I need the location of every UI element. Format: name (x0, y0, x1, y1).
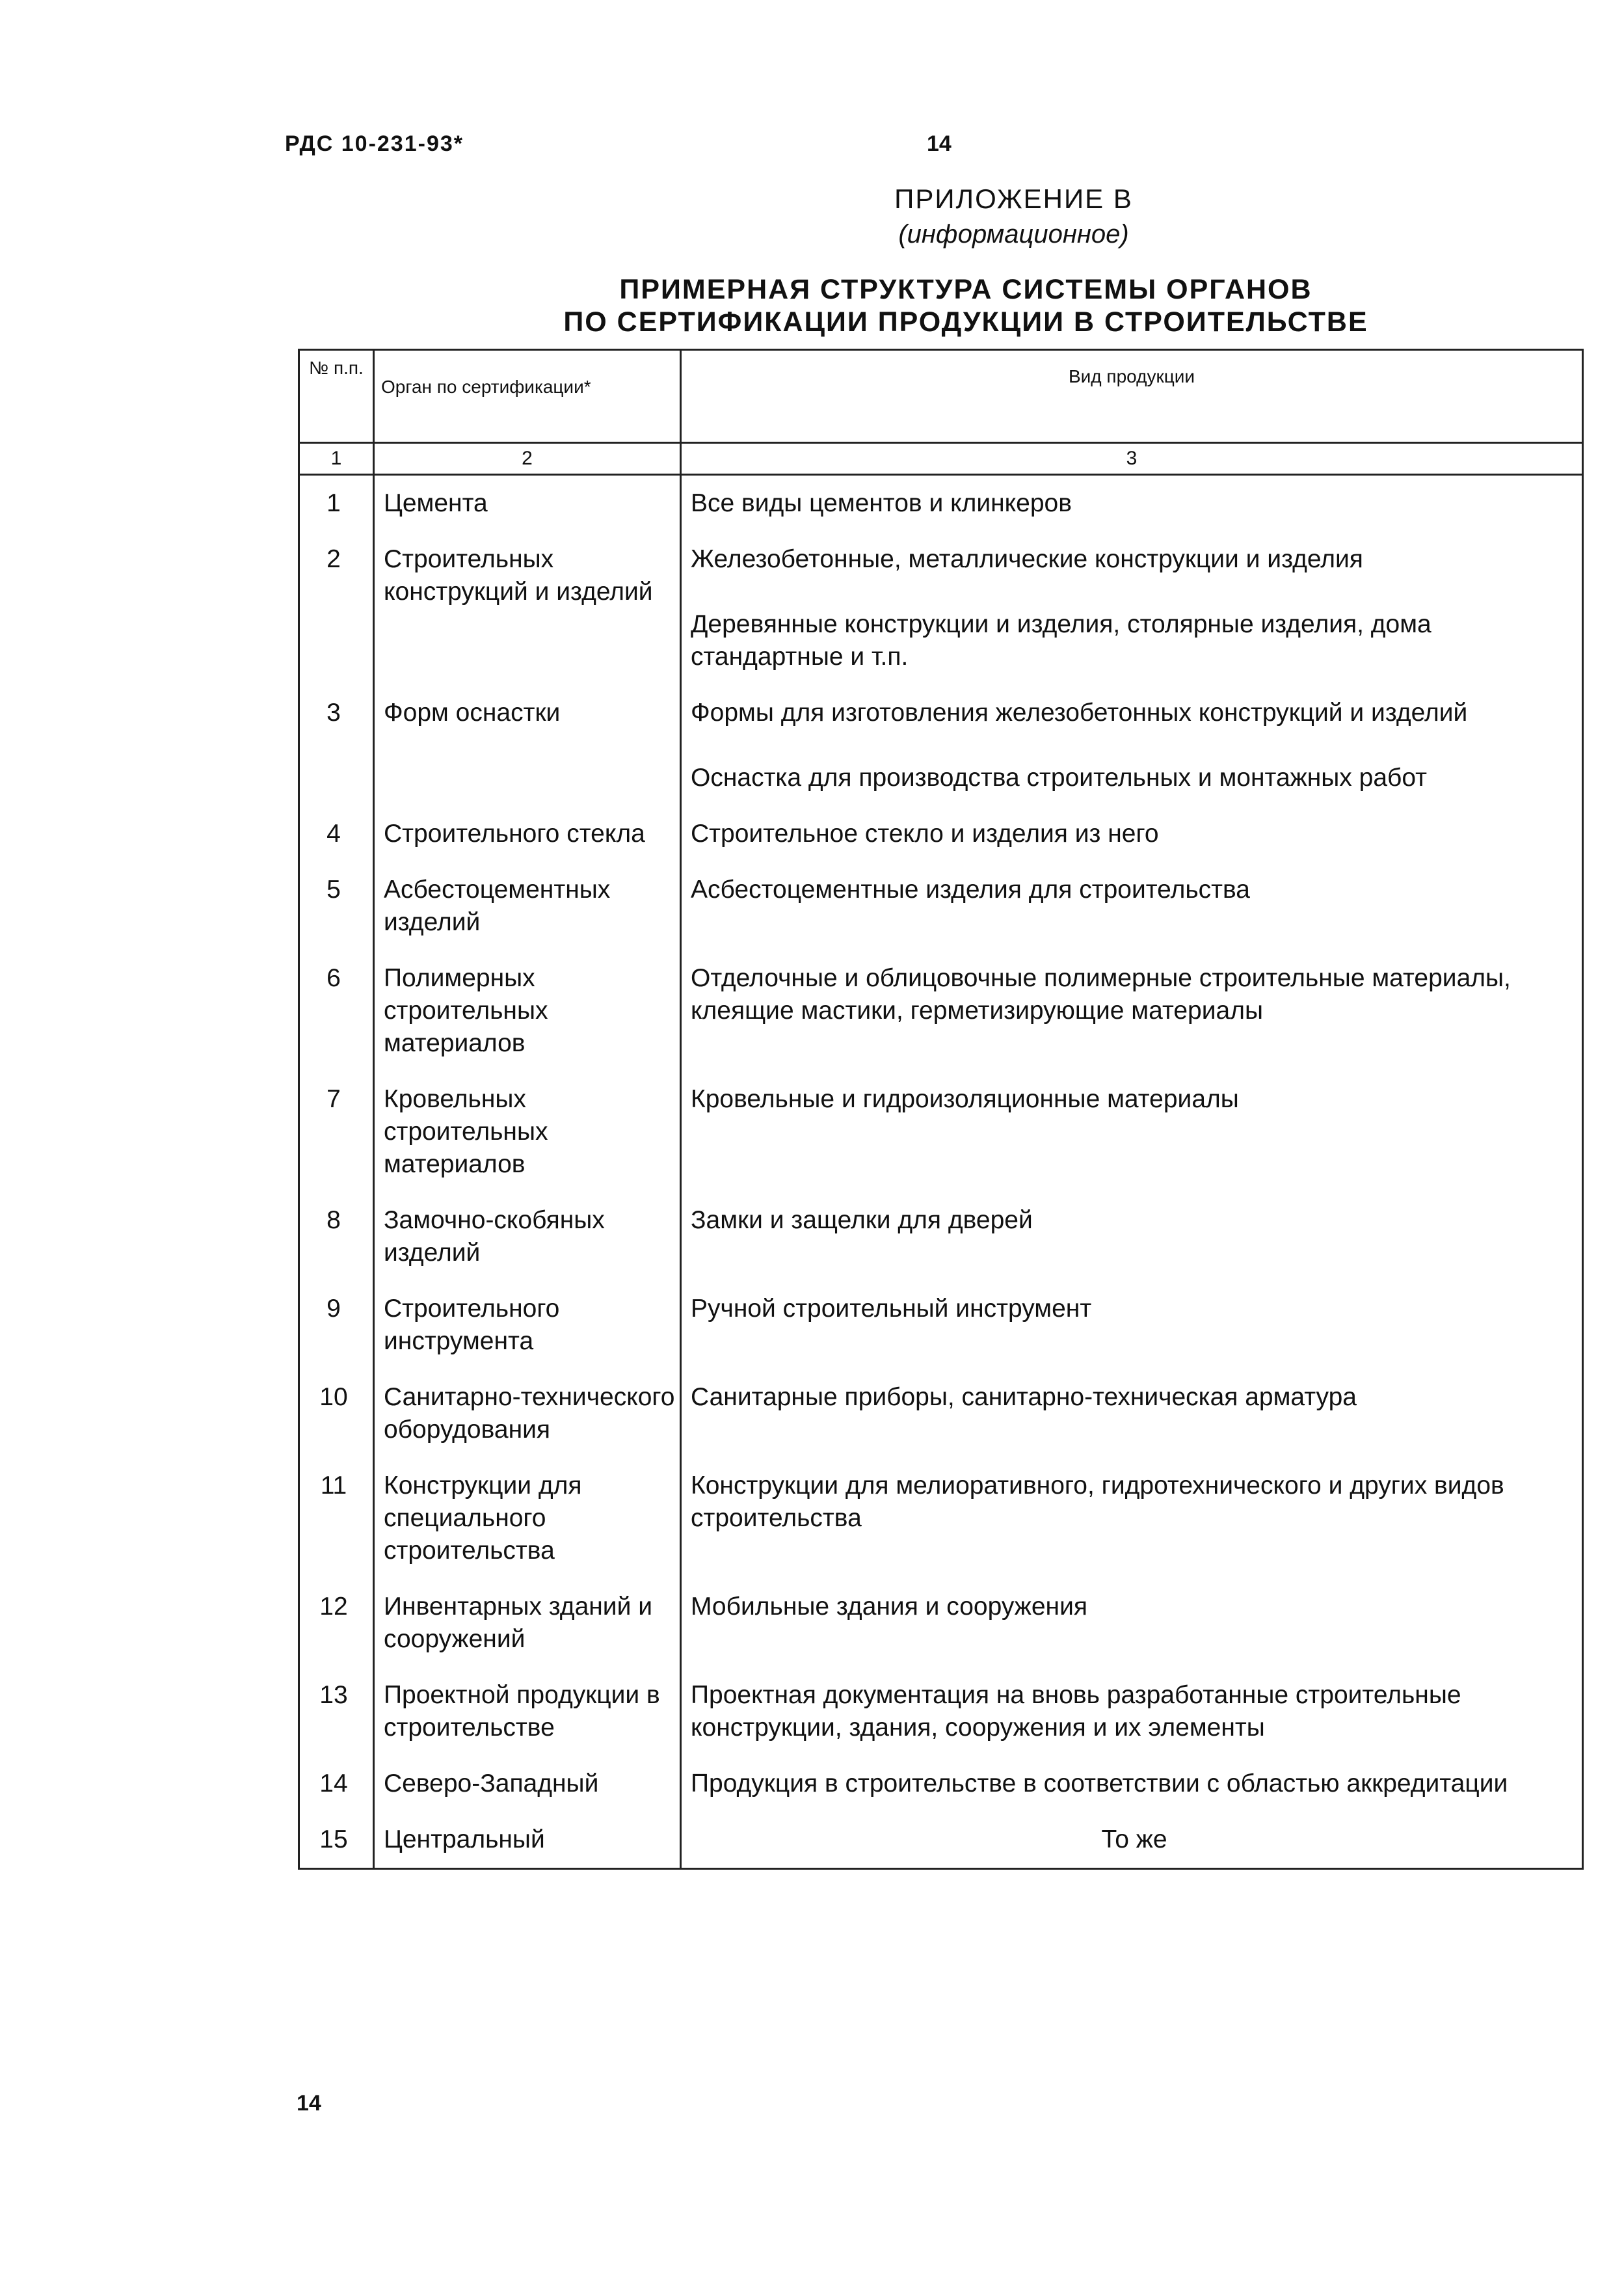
table-row (299, 1071, 1583, 1192)
column-number-row (299, 443, 1583, 475)
table-row (299, 862, 1583, 950)
product-cell (681, 950, 1583, 1071)
row-number: 7 (299, 1071, 374, 1192)
product-description: Ручной строительный инструмент (691, 1295, 1092, 1323)
product-description: Оснастка для производства строительных и монтажных работ (691, 764, 1428, 792)
product-description: Конструкции для мелиоративного, гидротехнического и других видов строительства (691, 1472, 1504, 1532)
table-row (299, 806, 1583, 862)
product-description: Формы для изготовления железобетонных конструкций и изделий (691, 699, 1468, 727)
row-number: 2 (299, 532, 374, 685)
product-description: Железобетонные, металлические конструкции и изделия (691, 545, 1363, 573)
table-row (299, 475, 1583, 532)
table-header-row (299, 350, 1583, 443)
header-organ: Орган по сертификации* (374, 350, 681, 443)
product-description: Мобильные здания и сооружения (691, 1593, 1088, 1621)
product-description: Все виды цементов и клинкеров (691, 489, 1072, 517)
organ-name: Конструкции для специального строительства (374, 1458, 681, 1579)
certification-table (298, 349, 1584, 1870)
product-cell (681, 532, 1583, 685)
product-description: Отделочные и облицовочные полимерные строительные материалы, клеящие мастики, герметизирующие материалы (691, 964, 1511, 1025)
product-cell (681, 1667, 1583, 1756)
row-number: 1 (299, 475, 374, 532)
column-number-3: 3 (681, 443, 1583, 475)
product-description: Замки и защелки для дверей (691, 1206, 1033, 1234)
organ-name: Проектной продукции в строительстве (374, 1667, 681, 1756)
table-row (299, 950, 1583, 1071)
organ-name: Строительных конструкций и изделий (374, 532, 681, 685)
footer-page-number: 14 (297, 2091, 321, 2116)
organ-name: Северо-Западный (374, 1756, 681, 1812)
product-cell (681, 1812, 1583, 1869)
table-row (299, 1667, 1583, 1756)
organ-name: Строительного инструмента (374, 1281, 681, 1369)
product-cell (681, 806, 1583, 862)
table-row (299, 1192, 1583, 1281)
appendix-title: ПРИЛОЖЕНИЕ В (894, 183, 1133, 214)
table-row (299, 1756, 1583, 1812)
column-number-1: 1 (299, 443, 374, 475)
table-row (299, 1369, 1583, 1458)
product-cell (681, 1071, 1583, 1192)
table-row (299, 685, 1583, 806)
organ-name: Полимерных строительных материалов (374, 950, 681, 1071)
organ-name: Инвентарных зданий и сооружений (374, 1579, 681, 1667)
product-cell (681, 1458, 1583, 1579)
row-number: 10 (299, 1369, 374, 1458)
product-cell (681, 1579, 1583, 1667)
organ-name: Санитарно-технического оборудования (374, 1369, 681, 1458)
appendix-subtitle: (информационное) (898, 220, 1129, 249)
product-cell (681, 1369, 1583, 1458)
header-page-number: 14 (927, 131, 952, 156)
product-description: Строительное стекло и изделия из него (691, 820, 1159, 848)
column-number-2: 2 (374, 443, 681, 475)
table-row (299, 1812, 1583, 1869)
header-product: Вид продукции (681, 350, 1583, 443)
product-description: Деревянные конструкции и изделия, столярные изделия, дома стандартные и т.п. (691, 610, 1431, 671)
table-row (299, 532, 1583, 685)
row-number: 4 (299, 806, 374, 862)
row-number: 5 (299, 862, 374, 950)
organ-name: Форм оснастки (374, 685, 681, 806)
organ-name: Строительного стекла (374, 806, 681, 862)
product-cell (681, 862, 1583, 950)
organ-name: Кровельных строительных материалов (374, 1071, 681, 1192)
row-number: 15 (299, 1812, 374, 1869)
row-number: 11 (299, 1458, 374, 1579)
row-number: 12 (299, 1579, 374, 1667)
product-cell (681, 1281, 1583, 1369)
row-number: 14 (299, 1756, 374, 1812)
organ-name: Асбестоцементных изделий (374, 862, 681, 950)
product-description: То же (1101, 1825, 1167, 1853)
row-number: 9 (299, 1281, 374, 1369)
table-row (299, 1281, 1583, 1369)
product-description: Продукция в строительстве в соответствии с областью аккредитации (691, 1770, 1508, 1797)
product-description: Кровельные и гидроизоляционные материалы (691, 1085, 1239, 1113)
row-number: 8 (299, 1192, 374, 1281)
product-cell (681, 475, 1583, 532)
row-number: 13 (299, 1667, 374, 1756)
organ-name: Замочно-скобяных изделий (374, 1192, 681, 1281)
product-cell (681, 1192, 1583, 1281)
table-row (299, 1458, 1583, 1579)
product-description: Проектная документация на вновь разработанные строительные конструкции, здания, сооружения и их элементы (691, 1681, 1461, 1742)
row-number: 6 (299, 950, 374, 1071)
product-cell (681, 685, 1583, 806)
row-number: 3 (299, 685, 374, 806)
organ-name: Цемента (374, 475, 681, 532)
product-cell (681, 1756, 1583, 1812)
document-title-line-2: ПО СЕРТИФИКАЦИИ ПРОДУКЦИИ В СТРОИТЕЛЬСТВЕ (563, 306, 1368, 338)
table-row (299, 1579, 1583, 1667)
document-title-line-1: ПРИМЕРНАЯ СТРУКТУРА СИСТЕМЫ ОРГАНОВ (619, 274, 1312, 305)
product-description: Асбестоцементные изделия для строительства (691, 876, 1250, 904)
document-code: РДС 10-231-93* (285, 131, 464, 156)
organ-name: Центральный (374, 1812, 681, 1869)
product-description: Санитарные приборы, санитарно-техническая арматура (691, 1383, 1357, 1411)
header-num: № п.п. (299, 350, 374, 443)
